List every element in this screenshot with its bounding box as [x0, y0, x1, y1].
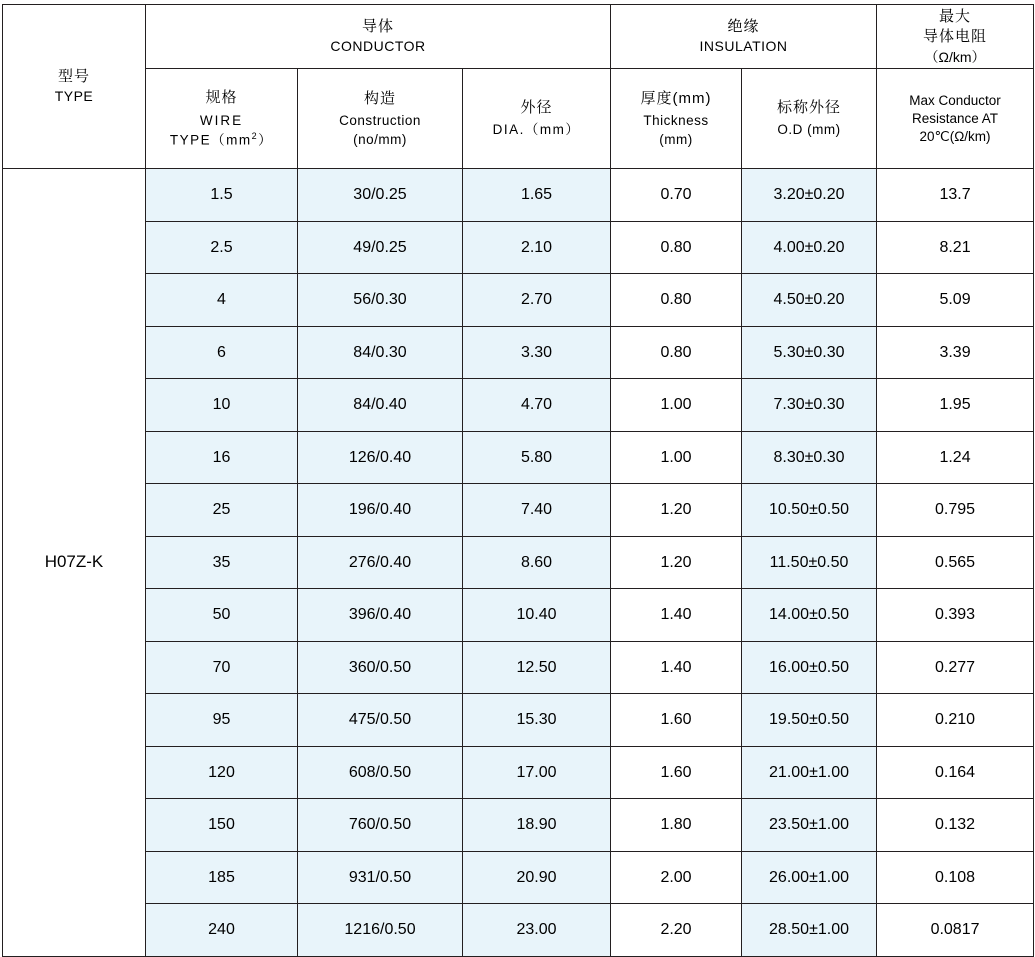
cell-outer-diameter: 7.30±0.30 [742, 379, 877, 432]
cell-outer-diameter: 4.00±0.20 [742, 221, 877, 274]
cell-type: H07Z-K [3, 169, 146, 957]
cell-outer-diameter: 5.30±0.30 [742, 326, 877, 379]
header-insulation-thickness-cn: 厚度(mm) [640, 90, 712, 108]
cell-insulation-thickness: 1.40 [611, 589, 742, 642]
header-insulation-en: INSULATION [699, 38, 788, 55]
header-outer-diameter [742, 69, 877, 169]
header-outer-diameter-cn: 标称外径 [777, 99, 842, 117]
header-type-en: TYPE [54, 88, 94, 105]
cell-wire-size: 95 [146, 694, 298, 747]
header-wire-size [146, 69, 298, 169]
table-row [3, 589, 1034, 642]
cell-max-resistance: 0.277 [877, 641, 1034, 694]
header-conductor-en: CONDUCTOR [330, 38, 426, 55]
cell-construction: 1216/0.50 [298, 904, 463, 957]
cell-outer-diameter: 28.50±1.00 [742, 904, 877, 957]
cell-wire-size: 16 [146, 431, 298, 484]
cell-construction: 49/0.25 [298, 221, 463, 274]
cell-conductor-dia: 12.50 [463, 641, 611, 694]
cell-insulation-thickness: 1.60 [611, 694, 742, 747]
cell-conductor-dia: 10.40 [463, 589, 611, 642]
cell-max-resistance: 1.95 [877, 379, 1034, 432]
cell-construction: 360/0.50 [298, 641, 463, 694]
cell-insulation-thickness: 1.60 [611, 746, 742, 799]
cell-wire-size: 2.5 [146, 221, 298, 274]
header-type [3, 5, 146, 169]
cell-wire-size: 6 [146, 326, 298, 379]
header-max-resistance-unit: （Ω/km） [924, 48, 986, 65]
table-row [3, 431, 1034, 484]
cell-insulation-thickness: 1.20 [611, 536, 742, 589]
header-conductor-dia [463, 69, 611, 169]
cell-insulation-thickness: 2.20 [611, 904, 742, 957]
cell-max-resistance: 0.164 [877, 746, 1034, 799]
header-conductor-group [146, 5, 611, 69]
header-max-resistance-en1: Max Conductor [909, 92, 1001, 108]
cell-outer-diameter: 11.50±0.50 [742, 536, 877, 589]
cell-max-resistance: 1.24 [877, 431, 1034, 484]
header-construction-en2: (no/mm) [353, 131, 407, 147]
header-insulation-thickness-en2: (mm) [659, 131, 693, 147]
cell-conductor-dia: 17.00 [463, 746, 611, 799]
cell-construction: 475/0.50 [298, 694, 463, 747]
cell-outer-diameter: 14.00±0.50 [742, 589, 877, 642]
header-wire-size-en2: $TYPE(mm^2)$ [169, 130, 274, 148]
cell-max-resistance: 8.21 [877, 221, 1034, 274]
table-row [3, 274, 1034, 327]
header-outer-diameter-en: O.D (mm) [777, 122, 841, 138]
header-insulation-thickness [611, 69, 742, 169]
cell-outer-diameter: 8.30±0.30 [742, 431, 877, 484]
cell-max-resistance: 0.132 [877, 799, 1034, 852]
header-insulation-cn: 绝缘 [727, 18, 760, 36]
cell-outer-diameter: 23.50±1.00 [742, 799, 877, 852]
cable-specification-table [2, 4, 1034, 957]
cell-wire-size: 50 [146, 589, 298, 642]
cell-wire-size: 4 [146, 274, 298, 327]
header-max-resistance-en3: 20℃(Ω/km) [919, 129, 991, 144]
cell-outer-diameter: 21.00±1.00 [742, 746, 877, 799]
cell-wire-size: 150 [146, 799, 298, 852]
header-max-resistance-en2: Resistance AT [912, 110, 999, 126]
cell-outer-diameter: 4.50±0.20 [742, 274, 877, 327]
cell-insulation-thickness: 2.00 [611, 851, 742, 904]
cell-conductor-dia: 20.90 [463, 851, 611, 904]
header-conductor-dia-en: DIA.（mm） [492, 122, 581, 138]
header-max-resistance-cn1: 最大 [939, 8, 972, 25]
cell-conductor-dia: 15.30 [463, 694, 611, 747]
cell-construction: 30/0.25 [298, 169, 463, 222]
header-insulation-group [611, 5, 877, 69]
cell-max-resistance: 0.108 [877, 851, 1034, 904]
cell-conductor-dia: 2.70 [463, 274, 611, 327]
header-type-cn: 型号 [57, 68, 90, 86]
cell-max-resistance: 5.09 [877, 274, 1034, 327]
cell-wire-size: 1.5 [146, 169, 298, 222]
cell-conductor-dia: 18.90 [463, 799, 611, 852]
header-max-resistance-group [877, 5, 1034, 69]
spec-sheet [0, 4, 1035, 939]
header-wire-size-en1: WIRE [199, 112, 244, 128]
table-row [3, 169, 1034, 222]
cell-construction: 760/0.50 [298, 799, 463, 852]
cell-construction: 196/0.40 [298, 484, 463, 537]
cell-insulation-thickness: 0.80 [611, 221, 742, 274]
cell-outer-diameter: 19.50±0.50 [742, 694, 877, 747]
table-body [3, 169, 1034, 957]
cell-conductor-dia: 4.70 [463, 379, 611, 432]
table-row [3, 746, 1034, 799]
cell-insulation-thickness: 1.40 [611, 641, 742, 694]
cell-construction: 276/0.40 [298, 536, 463, 589]
cell-conductor-dia: 1.65 [463, 169, 611, 222]
cell-insulation-thickness: 1.00 [611, 431, 742, 484]
cell-wire-size: 10 [146, 379, 298, 432]
cell-construction: 84/0.40 [298, 379, 463, 432]
table-row [3, 536, 1034, 589]
cell-max-resistance: 0.565 [877, 536, 1034, 589]
table-row [3, 326, 1034, 379]
cell-outer-diameter: 10.50±0.50 [742, 484, 877, 537]
cell-construction: 126/0.40 [298, 431, 463, 484]
header-construction-cn: 构造 [363, 90, 396, 108]
cell-conductor-dia: 5.80 [463, 431, 611, 484]
cell-insulation-thickness: 0.80 [611, 274, 742, 327]
table-row [3, 641, 1034, 694]
cell-outer-diameter: 3.20±0.20 [742, 169, 877, 222]
cell-max-resistance: 3.39 [877, 326, 1034, 379]
table-row [3, 221, 1034, 274]
cell-outer-diameter: 16.00±0.50 [742, 641, 877, 694]
cell-wire-size: 185 [146, 851, 298, 904]
cell-construction: 608/0.50 [298, 746, 463, 799]
cell-wire-size: 25 [146, 484, 298, 537]
cell-construction: 396/0.40 [298, 589, 463, 642]
header-construction [298, 69, 463, 169]
table-row [3, 904, 1034, 957]
cell-insulation-thickness: 1.00 [611, 379, 742, 432]
cell-max-resistance: 13.7 [877, 169, 1034, 222]
header-construction-en1: Construction [339, 113, 421, 129]
cell-max-resistance: 0.0817 [877, 904, 1034, 957]
header-insulation-thickness-en1: Thickness [643, 113, 709, 129]
cell-wire-size: 35 [146, 536, 298, 589]
table-header [3, 5, 1034, 169]
table-row [3, 799, 1034, 852]
header-max-resistance [877, 69, 1034, 169]
cell-construction: 931/0.50 [298, 851, 463, 904]
cell-construction: 84/0.30 [298, 326, 463, 379]
cell-insulation-thickness: 0.70 [611, 169, 742, 222]
table-row [3, 379, 1034, 432]
cell-wire-size: 120 [146, 746, 298, 799]
header-max-resistance-cn2: 导体电阻 [923, 28, 988, 46]
cell-max-resistance: 0.795 [877, 484, 1034, 537]
cell-max-resistance: 0.210 [877, 694, 1034, 747]
table-row [3, 851, 1034, 904]
table-row [3, 694, 1034, 747]
cell-max-resistance: 0.393 [877, 589, 1034, 642]
cell-conductor-dia: 8.60 [463, 536, 611, 589]
header-conductor-dia-cn: 外径 [520, 99, 553, 117]
cell-conductor-dia: 23.00 [463, 904, 611, 957]
cell-insulation-thickness: 1.80 [611, 799, 742, 852]
header-conductor-cn: 导体 [362, 18, 395, 36]
table-row [3, 484, 1034, 537]
header-wire-size-cn: 规格 [205, 89, 238, 107]
cell-construction: 56/0.30 [298, 274, 463, 327]
cell-wire-size: 240 [146, 904, 298, 957]
cell-outer-diameter: 26.00±1.00 [742, 851, 877, 904]
cell-insulation-thickness: 0.80 [611, 326, 742, 379]
cell-conductor-dia: 7.40 [463, 484, 611, 537]
cell-conductor-dia: 2.10 [463, 221, 611, 274]
cell-wire-size: 70 [146, 641, 298, 694]
cell-insulation-thickness: 1.20 [611, 484, 742, 537]
cell-conductor-dia: 3.30 [463, 326, 611, 379]
